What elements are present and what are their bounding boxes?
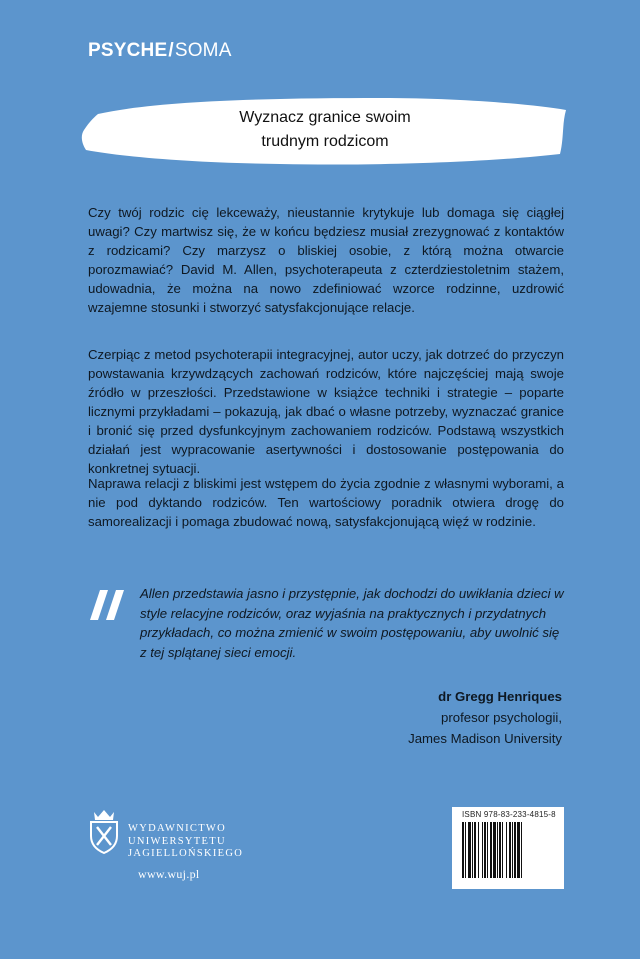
- barcode-bars: [462, 822, 554, 884]
- publisher-name: [128, 823, 243, 861]
- publisher-crest-icon: [86, 808, 122, 854]
- book-title-line-1: Wyznacz granice swoim: [239, 109, 411, 126]
- isbn-barcode: [452, 807, 564, 889]
- series-brand-bold: PSYCHE: [88, 40, 168, 61]
- description-paragraph-3: Naprawa relacji z bliskimi jest wstępem do życia zgodnie z własnymi wyborami, a nie pod dyktando rodziców. Ten wartościowy poradnik otwiera drogę do samorealizacji i pomaga zbudować nową, satysfakcjonującą więź w rodzinie.: [88, 476, 564, 529]
- review-author-title: profesor psychologii,: [441, 710, 562, 725]
- book-title-line-2: trudnym rodzicom: [261, 133, 389, 150]
- description-paragraph-1: Czy twój rodzic cię lekceważy, nieustannie krytykuje lub domaga się ciągłej uwagi? Czy martwisz się, że w końcu będziesz musiał zrezygnować z kontaktów z rodzicami? Czy marzysz o bliskiej osobie, z którą można otwarcie porozmawiać? David M. Allen, psychoterapeuta z czterdziestoletnim stażem, udowadnia, że można na nowo zdefiniować wzorce rodzinne, uzdrowić wzajemne stosunki i stworzyć satysfakcjonujące relacje.: [88, 205, 564, 315]
- review-signature: [408, 686, 562, 749]
- publisher-name-line-2: UNIWERSYTETU: [128, 835, 226, 847]
- series-separator: /: [168, 40, 174, 61]
- publisher-name-line-3: JAGIELLOŃSKIEGO: [128, 848, 244, 859]
- publisher-name-line-1: WYDAWNICTWO: [128, 823, 227, 834]
- book-title: [80, 106, 570, 154]
- description-paragraph-2: Czerpiąc z metod psychoterapii integracyjnej, autor uczy, jak dotrzeć do przyczyn powstawania krzywdzących zachowań rodziców, które najczęściej mają swoje źródło w przeszłości. Przedstawione w książce techniki i strategie – poparte licznymi przykładami – pokazują, jak dbać o własne potrzeby, wyznaczać granice i bronić się przed dysfunkcyjnym zachowaniem rodziców. Podstawą wszystkich działań jest wypracowanie asertywności i dostosowanie postępowania do konkretnej sytuacji.: [88, 347, 564, 476]
- series-brand-light: SOMA: [174, 40, 232, 61]
- review-author-affiliation: James Madison University: [408, 731, 562, 746]
- publisher-url: www.wuj.pl: [138, 867, 200, 881]
- series-logo: [88, 40, 232, 62]
- review-author: dr Gregg Henriques: [438, 689, 562, 704]
- quotation-mark-icon: [88, 590, 128, 620]
- review-quote: Allen przedstawia jasno i przystępnie, jak dochodzi do uwikłania dzieci w style relacyjne rodziców, oraz wyjaśnia na praktycznych i przydatnych przykładach, co można zmienić w swoim postępowaniu, aby uwolnić się z tej splątanej sieci emocji.: [140, 586, 564, 660]
- title-banner: [80, 92, 570, 170]
- isbn-number: ISBN 978-83-233-4815-8: [462, 810, 556, 819]
